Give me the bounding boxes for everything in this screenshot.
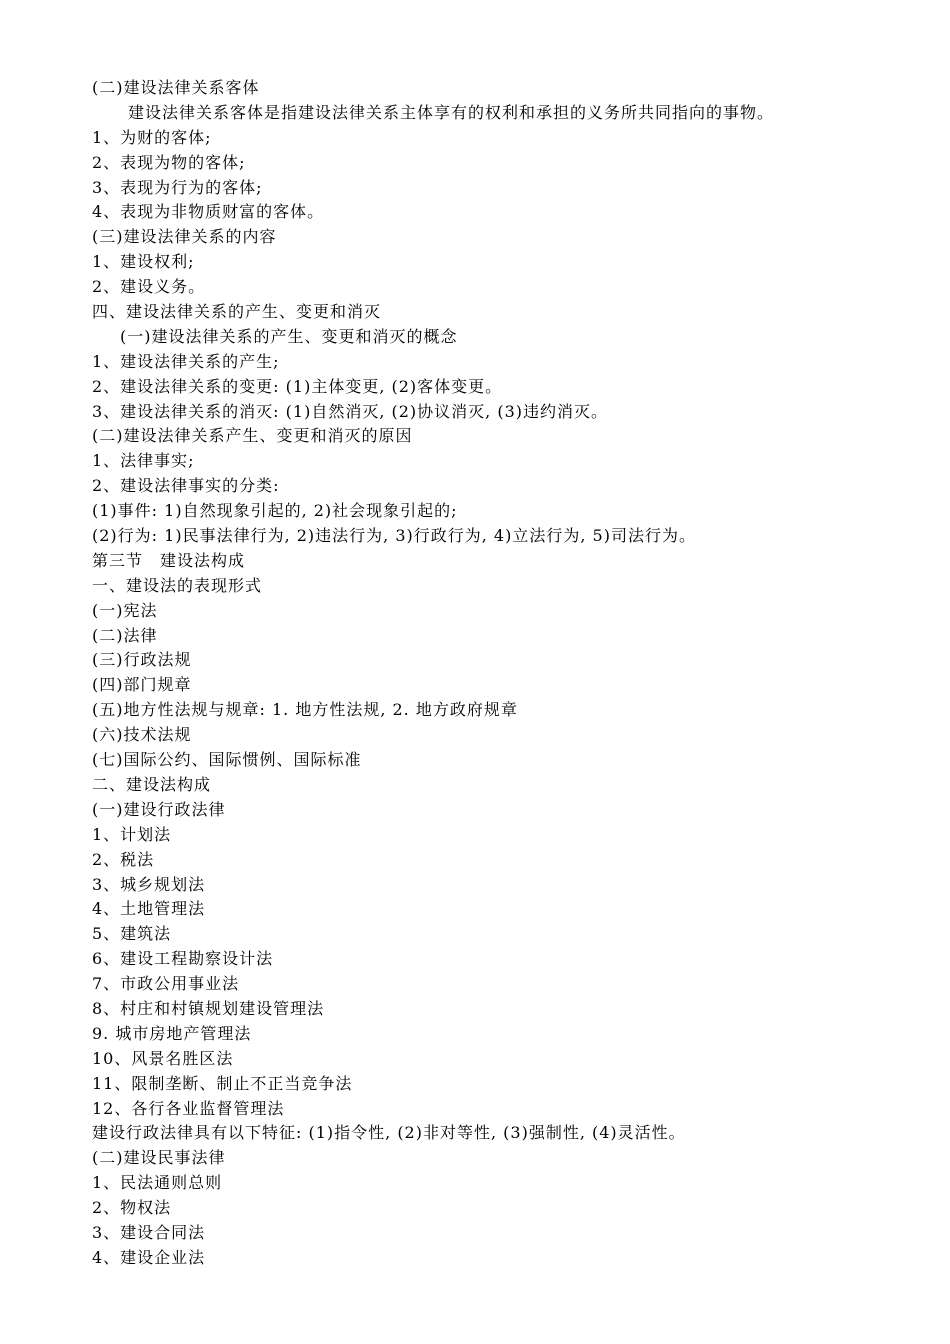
text-line: (四)部门规章 xyxy=(92,675,192,695)
text-line: 2、建设法律事实的分类: xyxy=(92,476,280,496)
text-line: 8、村庄和村镇规划建设管理法 xyxy=(92,998,325,1018)
text-line: 第三节 建设法构成 xyxy=(92,550,246,570)
text-line: 1、为财的客体; xyxy=(92,127,212,147)
text-line: 3、建设法律关系的消灭: (1)自然消灭, (2)协议消灭, (3)违约消灭。 xyxy=(92,401,608,421)
text-line: 1、法律事实; xyxy=(92,451,195,471)
text-line: (一)建设行政法律 xyxy=(92,799,226,819)
text-line: 建设行政法律具有以下特征: (1)指令性, (2)非对等性, (3)强制性, (4)灵活性。 xyxy=(92,1123,686,1143)
text-line: 建设法律关系客体是指建设法律关系主体享有的权利和承担的义务所共同指向的事物。 xyxy=(128,102,775,122)
text-line: 一、建设法的表现形式 xyxy=(92,575,263,595)
text-line: (七)国际公约、国际惯例、国际标准 xyxy=(92,750,362,770)
text-line: 3、建设合同法 xyxy=(92,1222,206,1242)
text-line: 5、建筑法 xyxy=(92,924,172,944)
text-line: 1、建设权利; xyxy=(92,252,195,272)
text-line: 1、建设法律关系的产生; xyxy=(92,351,280,371)
text-line: 3、城乡规划法 xyxy=(92,874,206,894)
text-line: 2、物权法 xyxy=(92,1198,172,1218)
text-line: 3、表现为行为的客体; xyxy=(92,177,263,197)
text-line: 11、限制垄断、制止不正当竞争法 xyxy=(92,1073,353,1093)
text-line: 1、民法通则总则 xyxy=(92,1173,223,1193)
text-line: 2、表现为物的客体; xyxy=(92,152,246,172)
text-line: (二)建设民事法律 xyxy=(92,1148,226,1168)
text-line: 4、表现为非物质财富的客体。 xyxy=(92,202,325,222)
text-line: 2、建设法律关系的变更: (1)主体变更, (2)客体变更。 xyxy=(92,376,503,396)
text-line: (一)宪法 xyxy=(92,600,158,620)
text-line: 二、建设法构成 xyxy=(92,774,212,794)
text-line: 9. 城市房地产管理法 xyxy=(92,1023,252,1043)
text-line: 2、税法 xyxy=(92,849,155,869)
text-line: (一)建设法律关系的产生、变更和消灭的概念 xyxy=(120,326,458,346)
text-line: (二)建设法律关系产生、变更和消灭的原因 xyxy=(92,426,413,446)
text-line: 10、风景名胜区法 xyxy=(92,1048,234,1068)
text-line: 1、计划法 xyxy=(92,824,172,844)
text-line: 4、土地管理法 xyxy=(92,899,206,919)
text-line: (三)行政法规 xyxy=(92,650,192,670)
text-line: (五)地方性法规与规章: 1. 地方性法规, 2. 地方政府规章 xyxy=(92,700,518,720)
text-line: (六)技术法规 xyxy=(92,725,192,745)
text-line: 6、建设工程勘察设计法 xyxy=(92,949,274,969)
text-line: (二)建设法律关系客体 xyxy=(92,78,260,97)
text-line: 4、建设企业法 xyxy=(92,1247,206,1267)
text-line: (二)法律 xyxy=(92,625,158,645)
document-body xyxy=(92,76,912,1271)
text-line: (三)建设法律关系的内容 xyxy=(92,227,277,247)
text-line: 四、建设法律关系的产生、变更和消灭 xyxy=(92,302,382,322)
text-line: (1)事件: 1)自然现象引起的, 2)社会现象引起的; xyxy=(92,501,458,521)
text-line: 12、各行各业监督管理法 xyxy=(92,1098,285,1118)
text-line: 2、建设义务。 xyxy=(92,277,206,297)
text-line: (2)行为: 1)民事法律行为, 2)违法行为, 3)行政行为, 4)立法行为, 5)司法行为。 xyxy=(92,526,696,546)
text-line: 7、市政公用事业法 xyxy=(92,974,240,994)
